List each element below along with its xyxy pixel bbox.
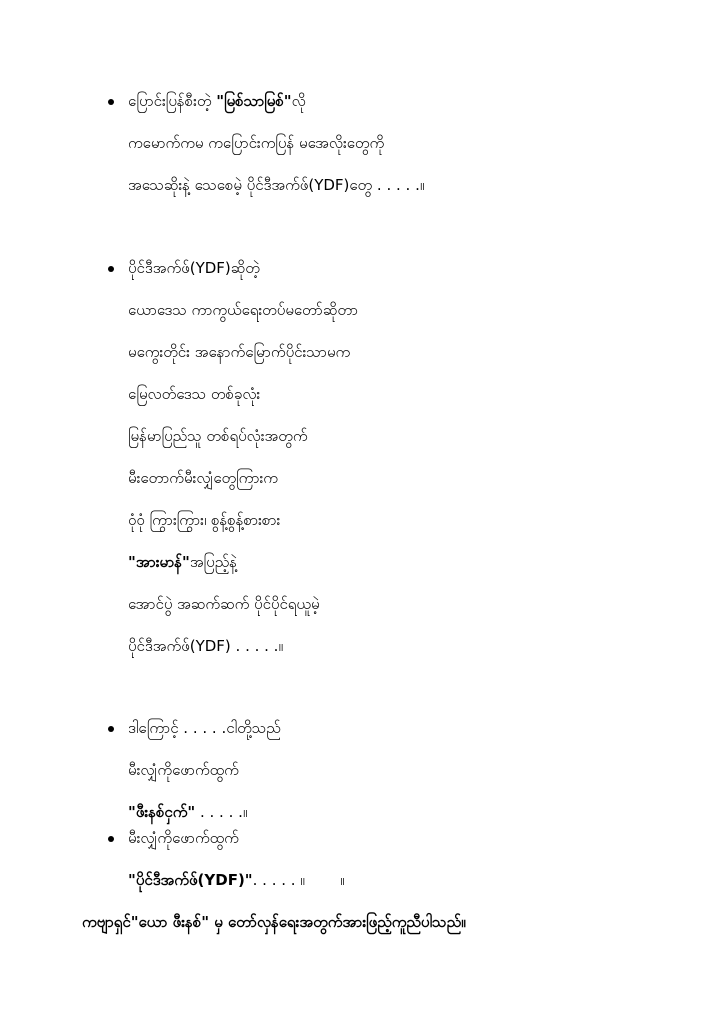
section1-line1-bold: "မြစ်သာမြစ်" [216,92,292,110]
section4-line2-suffix: . . . . . ။ [252,871,305,889]
section2-line4: မြေလတ်ဒေသ တစ်ခုလုံး [128,385,261,403]
section3-line3 [128,802,247,822]
section2-line3: မကွေးတိုင်း အနောက်မြောက်ပိုင်းသာမက [128,343,351,361]
section2-line10: ပိုင်ဒီအက်ဖ်(YDF) . . . . .။ [128,637,283,655]
section2-line8 [128,552,237,572]
section2-line7: ဝုံဝုံ ကြွားကြွား၊ စွန့်စွန့်စားစား [128,511,281,529]
section1-line1-suffix: လို [291,92,306,110]
section2-line2: ယောဒေသ ကာကွယ်ရေးတပ်မတော်ဆိုတာ [128,301,359,319]
section3-line2: မီးလျှံကိုဖောက်ထွက် [128,761,239,779]
section2-line1: ပိုင်ဒီအက်ဖ်(YDF)ဆိုတဲ့ [128,259,260,277]
section2-line9: အောင်ပွဲ အဆက်ဆက် ပိုင်ပိုင်ရယူမဲ့ [128,595,320,613]
bullet-icon [108,726,114,732]
section2-line8-bold: "အားမာန်" [128,553,190,571]
bullet-icon [108,836,114,842]
section2-line8-suffix: အပြည့်နဲ့ [189,553,237,571]
section4-line2-bold: "ပိုင်ဒီအက်ဖ်(YDF)" [128,871,253,889]
section3-line3-bold: "ဖီးနစ်ငှက်" [128,803,196,821]
section3-line1: ဒါကြောင့် . . . . .ငါတို့သည် [128,719,281,737]
bullet-icon [108,99,114,105]
section3-line3-suffix: . . . . .။ [195,803,248,821]
section1-line2: ကမောက်ကမ ကပြောင်းကပြန် မအေလိုးတွေကို [128,134,385,152]
section4-line2-mark: ။ [340,871,345,889]
closing-credit: ကဗျာရှင်"ယော ဖီးနစ်" မှ တော်လှန်ရေးအတွက်အားဖြည့်ကူညီပါသည်။ [82,913,466,931]
bullet-icon [108,266,114,272]
section2-line6: မီးတောက်မီးလျှံတွေကြားက [128,469,278,487]
section4-line1: မီးလျှံကိုဖောက်ထွက် [128,829,239,847]
section4-line2 [128,870,305,890]
section1-line1 [128,91,306,111]
section2-line5: မြန်မာပြည်သူ တစ်ရပ်လုံးအတွက် [128,427,308,445]
section1-line3: အသေဆိုးနဲ့ သေစေမဲ့ ပိုင်ဒီအက်ဖ်(YDF)တွေ . . . . .။ [128,176,425,194]
section1-line1-prefix: ပြောင်းပြန်စီးတဲ့ [128,92,217,110]
